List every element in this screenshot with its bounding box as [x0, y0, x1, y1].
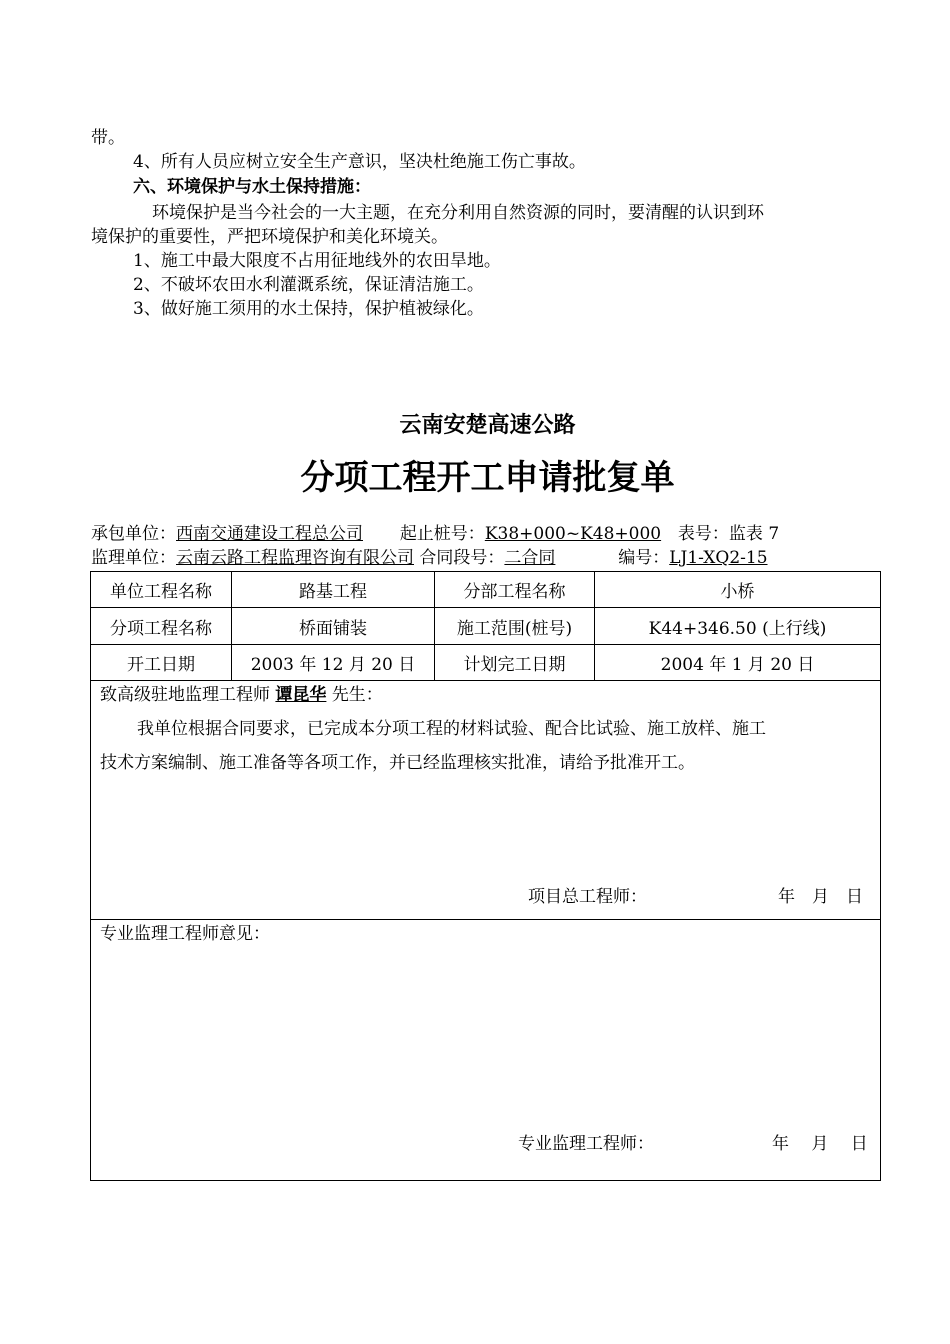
table-border-bottom [90, 1180, 881, 1181]
addressee-prefix: 致高级驻地监理工程师 [100, 685, 270, 705]
supervisor-label: 监理单位： [91, 548, 176, 568]
table-border-right [880, 571, 881, 1181]
cell-r2c1: 分项工程名称 [110, 618, 212, 639]
cell-r2c2: 桥面铺装 [299, 618, 367, 639]
list-item-3: 3、做好施工须用的水土保持，保护植被绿化。 [133, 299, 484, 319]
contract-value: 二合同 [504, 548, 556, 568]
header-row-2 [91, 547, 768, 569]
serial-value: LJ1-XQ2-15 [669, 548, 768, 568]
cell-r3c2: 2003 年 12 月 20 日 [250, 655, 416, 675]
application-body-b: 技术方案编制、施工准备等各项工作，并已经监理核实批准，请给予批准开工。 [100, 753, 695, 773]
supervisor-date-label: 年 月 日 [772, 1134, 868, 1154]
addressee-line [100, 683, 383, 707]
section-heading-6: 六、环境保护与水土保持措施： [133, 177, 371, 197]
cell-r3c4: 2004 年 1 月 20 日 [660, 655, 815, 675]
cell-r3c3: 计划完工日期 [463, 655, 566, 675]
addressee-name: 谭昆华 [275, 685, 327, 705]
serial-label: 编号： [618, 548, 670, 568]
text-line-0: 带。 [91, 128, 125, 148]
cell-r1c2: 路基工程 [299, 582, 367, 602]
station-value: K38+000~K48+000 [484, 524, 662, 544]
table-row-divider-4 [90, 919, 881, 920]
list-item-2: 2、不破坏农田水利灌溉系统，保证清洁施工。 [133, 275, 484, 295]
list-item-1: 1、施工中最大限度不占用征地线外的农田旱地。 [133, 251, 501, 271]
supervisor-engineer-label: 专业监理工程师： [518, 1134, 654, 1154]
cell-r3c1: 开工日期 [127, 655, 195, 675]
paragraph-line-b: 境保护的重要性，严把环境保护和美化环境关。 [91, 227, 448, 247]
chief-engineer-label: 项目总工程师： [528, 887, 647, 907]
header-row-1 [91, 523, 779, 545]
text-line-1: 4、所有人员应树立安全生产意识，坚决杜绝施工伤亡事故。 [133, 152, 586, 172]
form-title-sub: 云南安楚高速公路 [399, 413, 576, 438]
cell-r1c3: 分部工程名称 [463, 582, 566, 602]
cell-r2c4: K44+346.50 (上行线) [648, 618, 827, 639]
contract-label: 合同段号： [419, 548, 505, 568]
table-no-value: 监表 7 [728, 524, 780, 544]
contractor-label: 承包单位： [91, 524, 176, 544]
cell-r1c1: 单位工程名称 [110, 582, 212, 602]
addressee-suffix: 先生： [331, 685, 383, 705]
table-row-divider-3 [90, 680, 881, 681]
paragraph-line-a: 环境保护是当今社会的一大主题，在充分利用自然资源的同时，要清醒的认识到环 [152, 203, 764, 223]
table-no-label: 表号： [677, 524, 729, 544]
chief-date-label: 年 月 日 [778, 887, 863, 907]
form-title-main: 分项工程开工申请批复单 [300, 458, 675, 498]
cell-r2c3: 施工范围(桩号) [456, 618, 573, 639]
application-body-a: 我单位根据合同要求，已完成本分项工程的材料试验、配合比试验、施工放样、施工 [137, 719, 766, 739]
station-label: 起止桩号： [399, 524, 485, 544]
supervisor-value: 云南云路工程监理咨询有限公司 [176, 548, 414, 568]
contractor-value: 西南交通建设工程总公司 [176, 524, 363, 544]
opinion-label: 专业监理工程师意见： [100, 924, 270, 944]
cell-r1c4: 小桥 [720, 582, 755, 602]
